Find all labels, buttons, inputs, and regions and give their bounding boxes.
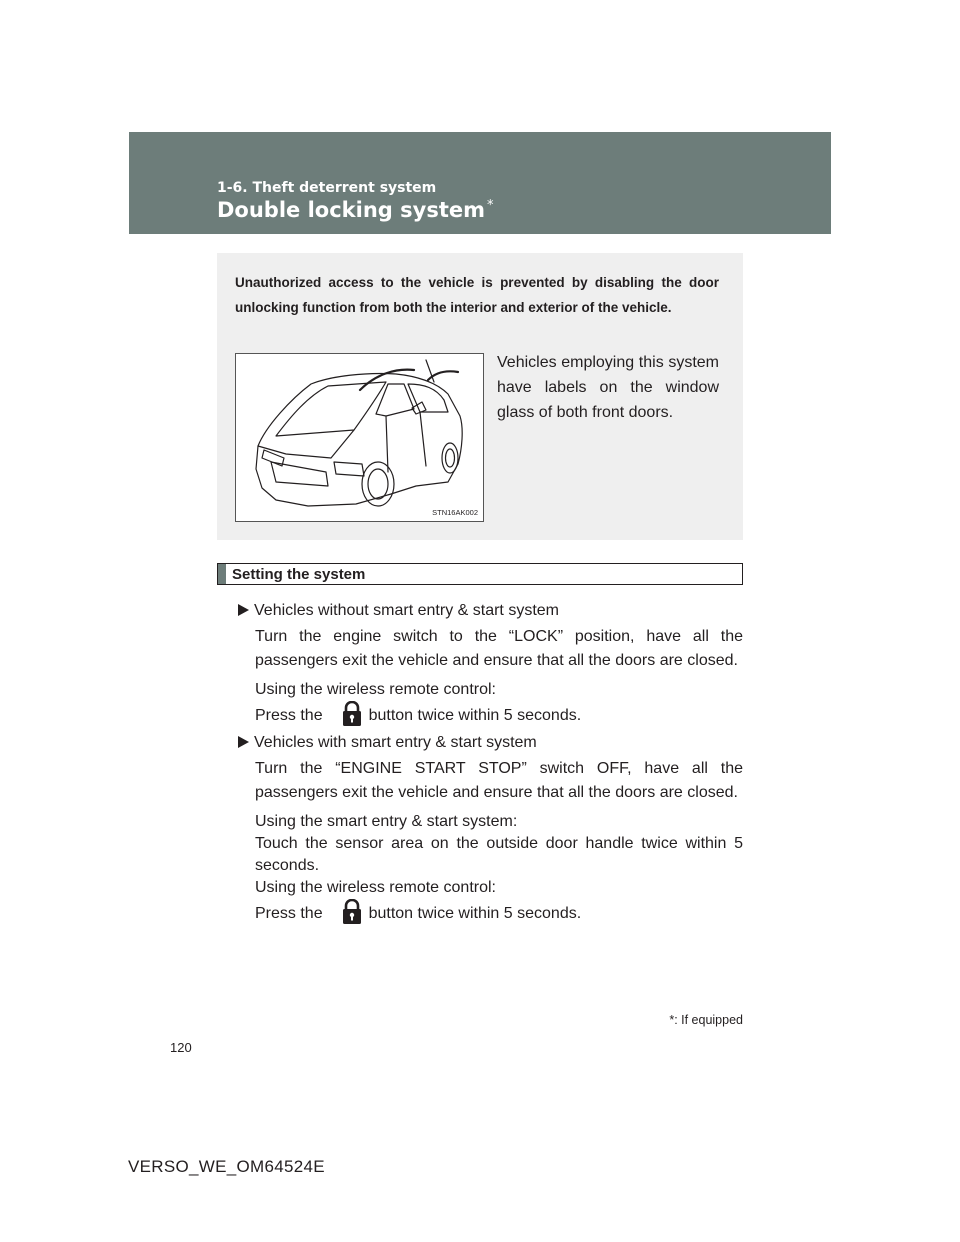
- paragraph: [255, 811, 743, 925]
- press-before-text: Press the: [255, 905, 323, 922]
- door-line: [386, 412, 426, 472]
- paragraph: Turn the “ENGINE START STOP” switch OFF, have all the passengers exit the vehicle and ensure that all the doors are closed.: [255, 760, 743, 801]
- press-instruction: [255, 899, 743, 925]
- paragraph-line: Using the wireless remote control:: [255, 879, 496, 896]
- footnote-text: : If equipped: [674, 1013, 743, 1027]
- paragraph: [255, 679, 743, 727]
- bullet-item: [238, 733, 537, 753]
- document-code: VERSO_WE_OM64524E: [128, 1157, 325, 1176]
- paragraph-line: Using the smart entry & start system:: [255, 813, 518, 830]
- triangle-bullet-icon: [238, 604, 249, 616]
- if-equipped-mark: *: [486, 198, 494, 213]
- lock-icon: [341, 701, 363, 727]
- paragraph-line: Using the wireless remote control:: [255, 681, 496, 698]
- car-body-outline: [256, 373, 462, 506]
- bullet-text: Vehicles with smart entry & start system: [254, 734, 537, 751]
- rear-wheel: [442, 443, 458, 473]
- paragraph: Turn the engine switch to the “LOCK” position, have all the passengers exit the vehicle and ensure that all the doors are closed.: [255, 628, 743, 669]
- car-drawing: [236, 354, 483, 521]
- vehicle-illustration: [235, 353, 484, 522]
- bullet-item: [238, 601, 559, 621]
- triangle-bullet-icon: [238, 736, 249, 748]
- press-instruction: [255, 701, 743, 727]
- footnote: [669, 1013, 743, 1027]
- headlight-right: [334, 462, 364, 476]
- page-title: [217, 198, 493, 222]
- windshield: [276, 382, 386, 436]
- figure-caption: Vehicles employing this system have labels on the window glass of both front doors.: [497, 354, 719, 421]
- subsection-heading: [217, 563, 743, 585]
- subsection-heading-text: Setting the system: [232, 566, 366, 583]
- section-label: 1-6. Theft deterrent system: [217, 180, 437, 196]
- press-after-text: button twice within 5 seconds.: [368, 905, 582, 922]
- press-before-text: Press the: [255, 707, 323, 724]
- footnote-mark: *: [669, 1013, 675, 1027]
- figure-code: STN16AK002: [432, 508, 478, 517]
- bullet-text: Vehicles without smart entry & start system: [254, 602, 559, 619]
- press-after-text: button twice within 5 seconds.: [368, 707, 582, 724]
- intro-text: Unauthorized access to the vehicle is prevented by disabling the door unlocking function from both the interior and exterior of the vehicle.: [235, 275, 719, 315]
- page-number: 120: [170, 1040, 192, 1055]
- paragraph-line: Touch the sensor area on the outside door handle twice within 5 seconds.: [255, 835, 743, 874]
- heading-accent: [218, 564, 226, 584]
- lock-icon: [341, 899, 363, 925]
- page-title-text: Double locking system: [217, 198, 485, 222]
